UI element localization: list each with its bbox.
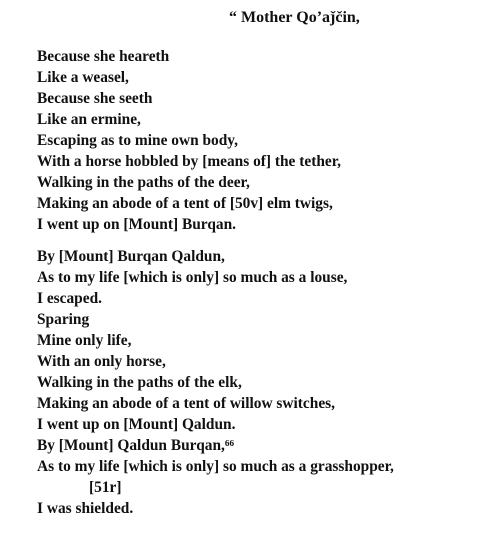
poem-line: By [Mount] Qaldun Burqan,⁶⁶ — [37, 437, 235, 454]
poem-line: With an only horse, — [37, 353, 166, 370]
poem-line: Like a weasel, — [37, 69, 129, 86]
poem-line: With a horse hobbled by [means of] the tether, — [37, 153, 341, 170]
poem-line: Mine only life, — [37, 332, 132, 349]
poem-line: Sparing — [37, 311, 90, 328]
poem-line: As to my life [which is only] so much as a grasshopper, — [37, 458, 394, 475]
poem-line: Because she heareth — [37, 48, 170, 65]
folio-marker: [51r] — [89, 479, 122, 496]
poem-line: As to my life [which is only] so much as a louse, — [37, 269, 348, 286]
poem-line: Walking in the paths of the elk, — [37, 374, 242, 391]
poem-line: Because she seeth — [37, 90, 153, 107]
poem-heading: “ Mother Qo’aǰčin, — [229, 9, 360, 26]
poem-line: Making an abode of a tent of [50v] elm twigs, — [37, 195, 333, 212]
poem-line: I was shielded. — [37, 500, 134, 517]
poem-line: I went up on [Mount] Burqan. — [37, 216, 236, 233]
poem-line: I went up on [Mount] Qaldun. — [37, 416, 236, 433]
poem-line: Walking in the paths of the deer, — [37, 174, 250, 191]
poem-line: Making an abode of a tent of willow switches, — [37, 395, 335, 412]
poem-line: Escaping as to mine own body, — [37, 132, 238, 149]
poem-line: I escaped. — [37, 290, 102, 307]
poem-line: Like an ermine, — [37, 111, 141, 128]
poem-line: By [Mount] Burqan Qaldun, — [37, 248, 225, 265]
